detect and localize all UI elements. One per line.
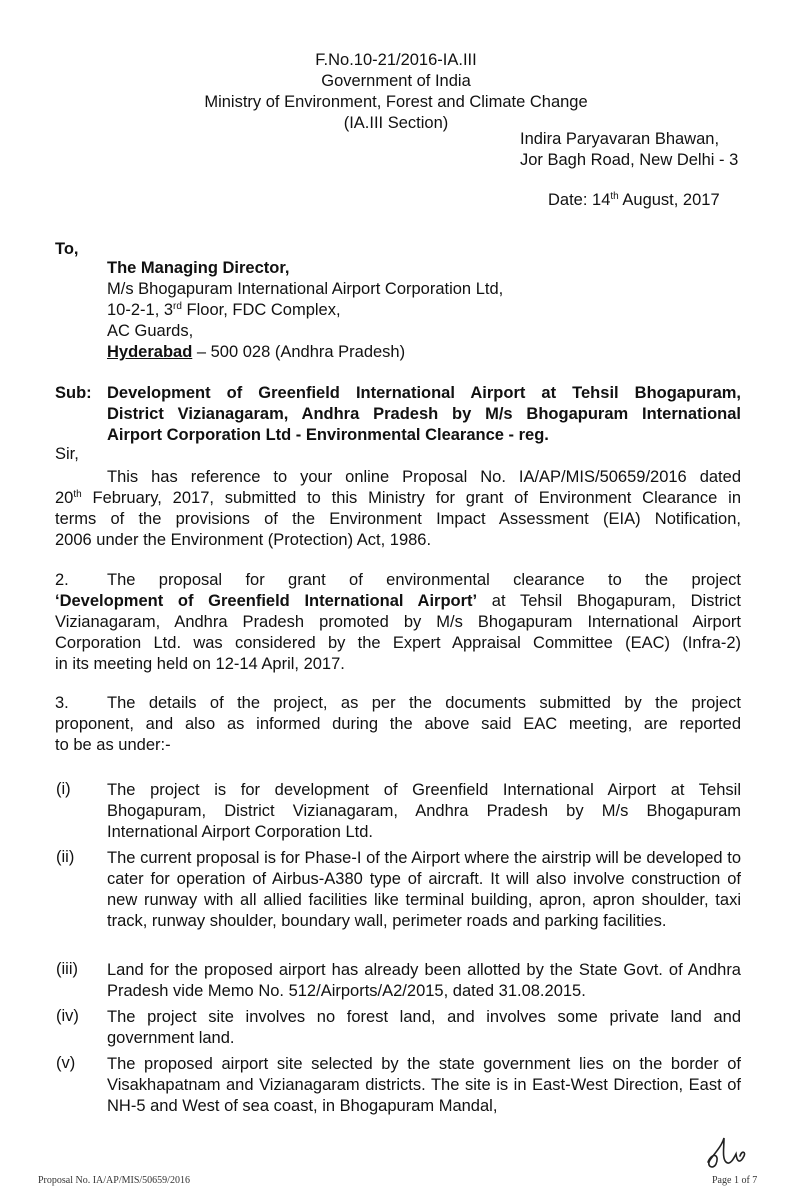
subject-label: Sub: (55, 384, 92, 402)
address-line-2: Jor Bagh Road, New Delhi - 3 (520, 151, 739, 169)
office-address (520, 129, 738, 171)
recipient-line-1: M/s Bhogapuram International Airport Corporation Ltd, (107, 280, 504, 298)
footer-page-number: Page 1 of 7 (712, 1175, 758, 1186)
file-number: F.No.10-21/2016-IA.III (315, 51, 477, 69)
recipient-line-3: AC Guards, (107, 322, 194, 340)
list-item-number: (ii) (56, 848, 75, 866)
section-label: (IA.III Section) (343, 114, 449, 132)
footer-proposal-number: Proposal No. IA/AP/MIS/50659/2016 (38, 1175, 190, 1186)
list-item-number: (iv) (56, 1007, 79, 1025)
salutation: Sir, (55, 445, 79, 463)
recipient-address (107, 258, 503, 363)
list-item-text: The project is for development of Greenfield International Airport at Tehsil Bhogapuram, District Vizianagaram, Andhra Pradesh by M/s Bhogapuram International Airport Corporation Ltd. (107, 781, 741, 841)
header-block (0, 50, 792, 134)
letter-date: Date: 14th August, 2017 (548, 191, 720, 209)
list-item-number: (v) (56, 1054, 76, 1072)
paragraph-2: The proposal for grant of environmental clearance to the project ‘Development of Greenfield International Airport’ at Tehsil Bhogapuram, District Vizianagaram, Andhra Pradesh promoted by M/s Bhogapuram International Airport Corporation Ltd. was considered by the Expert Appraisal Committee (EAC) (Infra-2) in its meeting held on 12-14 April, 2017. (55, 571, 741, 673)
recipient-line-4: Hyderabad – 500 028 (Andhra Pradesh) (107, 343, 406, 361)
address-line-1: Indira Paryavaran Bhawan, (520, 130, 720, 148)
list-item-number: (i) (56, 780, 71, 798)
list-item-text: The proposed airport site selected by the state government lies on the border of Visakhapatnam and Vizianagaram districts. The site is in East-West Direction, East of NH-5 and West of sea coast, in Bhogapuram Mandal, (107, 1055, 741, 1115)
paragraph-3: The details of the project, as per the documents submitted by the project proponent, and also as informed during the above said EAC meeting, are reported to be as under:- (55, 694, 741, 754)
list-item-number: (iii) (56, 960, 78, 978)
paragraph-1: This has reference to your online Proposal No. IA/AP/MIS/50659/2016 dated 20th February, 2017, submitted to this Ministry for grant of Environment Clearance in terms of the provisions of the Environment Impact Assessment (EIA) Notification, 2006 under the Environment (Protection) Act, 1986. (55, 468, 741, 549)
list-item-text: The project site involves no forest land, and involves some private land and government land. (107, 1008, 741, 1047)
list-item-text: The current proposal is for Phase-I of the Airport where the airstrip will be developed to cater for operation of Airbus-A380 type of aircraft. It will also involve construction of new runway with all allied facilities like terminal building, apron, apron shoulder, taxi track, runway shoulder, boundary wall, perimeter roads and parking facilities. (107, 849, 741, 930)
recipient-city: Hyderabad (107, 343, 193, 361)
ministry-label: Ministry of Environment, Forest and Climate Change (204, 93, 588, 111)
recipient-line-2: 10-2-1, 3rd Floor, FDC Complex, (107, 301, 341, 319)
list-item-text: Land for the proposed airport has already been allotted by the State Govt. of Andhra Pradesh vide Memo No. 512/Airports/A2/2015, dated 31.08.2015. (107, 961, 741, 1000)
paragraph-2-number: 2. (55, 571, 69, 589)
to-label: To, (55, 240, 79, 258)
signature-initials (700, 1132, 752, 1172)
subject-text: Development of Greenfield International Airport at Tehsil Bhogapuram, District Vizianagaram, Andhra Pradesh by M/s Bhogapuram International Airport Corporation Ltd - Environmental Clearance - reg. (107, 384, 741, 444)
government-label: Government of India (321, 72, 471, 90)
recipient-title: The Managing Director, (107, 259, 290, 277)
paragraph-3-number: 3. (55, 694, 69, 712)
